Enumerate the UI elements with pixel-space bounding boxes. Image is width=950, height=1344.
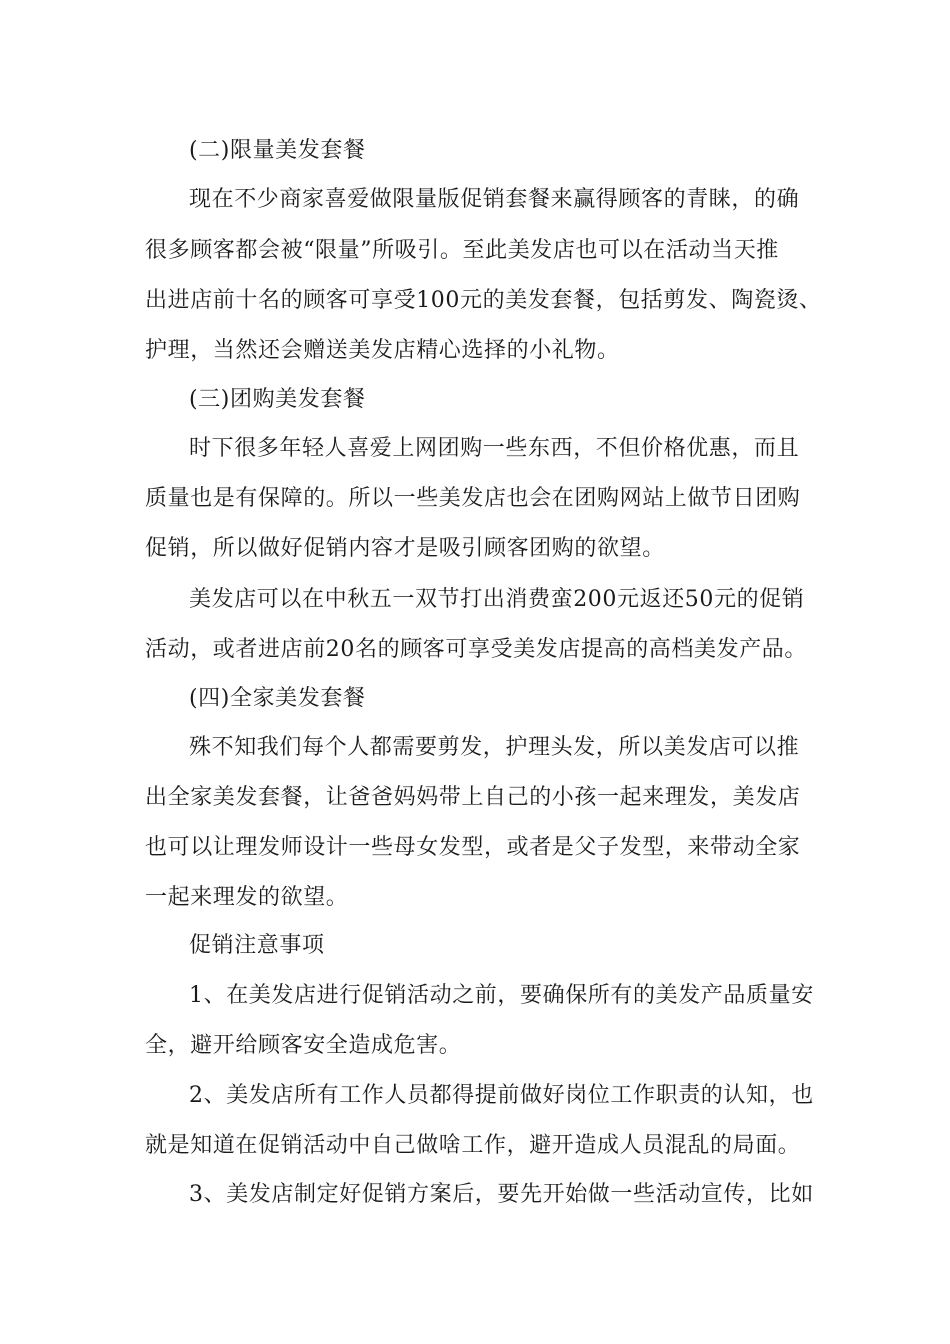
paragraph-line: 护理，当然还会赠送美发店精心选择的小礼物。 bbox=[145, 338, 620, 363]
section-heading-family-package: (四)全家美发套餐 bbox=[189, 686, 366, 711]
paragraph-line: 活动，或者进店前20名的顾客可享受美发店提高的高档美发产品。 bbox=[145, 637, 807, 662]
paragraph-line: 出进店前十名的顾客可享受100元的美发套餐，包括剪发、陶瓷烫、 bbox=[145, 288, 822, 313]
section-heading-group-buy-package: (三)团购美发套餐 bbox=[189, 387, 366, 412]
paragraph-line: 一起来理发的欲望。 bbox=[145, 885, 349, 910]
paragraph-line: 时下很多年轻人喜爱上网团购一些东西，不但价格优惠，而且 bbox=[189, 436, 800, 461]
paragraph-line: 出全家美发套餐，让爸爸妈妈带上自己的小孩一起来理发，美发店 bbox=[145, 785, 801, 810]
paragraph-line: 现在不少商家喜爱做限量版促销套餐来赢得顾客的青睐，的确 bbox=[189, 187, 800, 212]
list-item-line: 全，避开给顾客安全造成危害。 bbox=[145, 1033, 462, 1058]
list-item-line: 就是知道在促销活动中自己做啥工作，避开造成人员混乱的局面。 bbox=[145, 1133, 801, 1158]
section-heading-limited-package: (二)限量美发套餐 bbox=[189, 138, 366, 163]
paragraph-line: 美发店可以在中秋五一双节打出消费蛮200元返还50元的促销 bbox=[189, 587, 805, 612]
paragraph-line: 很多顾客都会被“限量”所吸引。至此美发店也可以在活动当天推 bbox=[145, 238, 779, 263]
paragraph-line: 促销，所以做好促销内容才是吸引顾客团购的欲望。 bbox=[145, 536, 665, 561]
paragraph-line: 质量也是有保障的。所以一些美发店也会在团购网站上做节日团购 bbox=[145, 486, 801, 511]
paragraph-line: 殊不知我们每个人都需要剪发，护理头发，所以美发店可以推 bbox=[189, 735, 800, 760]
section-heading-promotion-notes: 促销注意事项 bbox=[189, 933, 325, 958]
list-item-line: 1、在美发店进行促销活动之前，要确保所有的美发产品质量安 bbox=[189, 983, 814, 1008]
list-item-line: 3、美发店制定好促销方案后，要先开始做一些活动宣传，比如 bbox=[189, 1182, 814, 1207]
list-item-line: 2、美发店所有工作人员都得提前做好岗位工作职责的认知，也 bbox=[189, 1083, 814, 1108]
paragraph-line: 也可以让理发师设计一些母女发型，或者是父子发型，来带动全家 bbox=[145, 835, 801, 860]
